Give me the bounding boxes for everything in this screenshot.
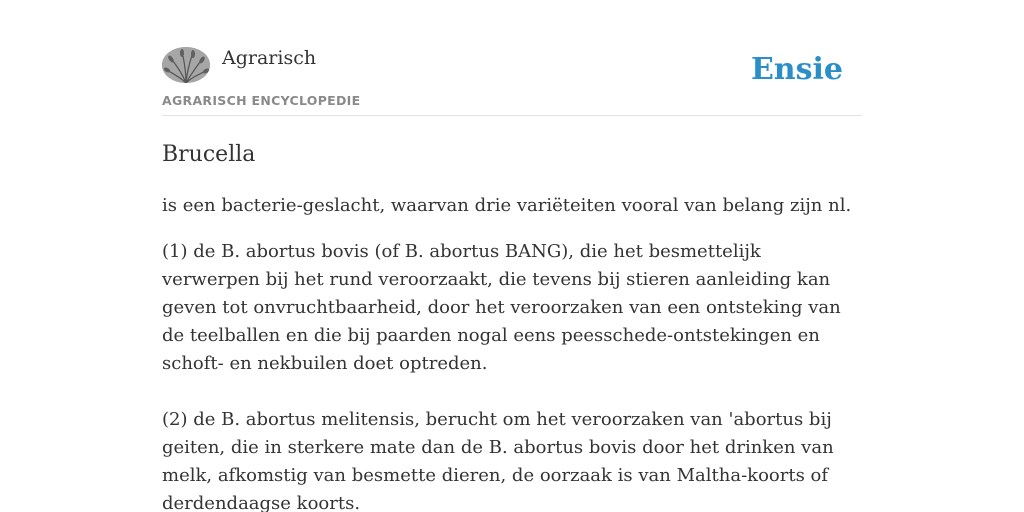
source-title[interactable]: Agrarisch <box>222 47 317 69</box>
entry-content <box>162 192 862 512</box>
wheat-ears-icon[interactable] <box>162 47 210 83</box>
entry-paragraph: is een bacterie-geslacht, waarvan drie variëteiten vooral van belang zijn nl. <box>162 195 852 216</box>
brand-logo-link[interactable]: Ensie <box>750 52 843 87</box>
entry-title: Brucella <box>162 142 256 167</box>
entry-container <box>162 46 862 512</box>
header <box>162 46 862 116</box>
entry-paragraph: (1) de B. abortus bovis (of B. abortus BANG), die het besmettelijk verwerpen bij het rund veroorzaakt, die tevens bij stieren aanleiding kan geven tot onvruchtbaarheid, door het veroorzaken van een ontsteking van de teelballen en die bij paarden nogal eens peesschede-ontstekingen en schoft- en nekbuilen doet optreden. (2) de B. abortus melitensis, berucht om het veroorzaken van 'abortus bij geiten, die in sterkere mate dan de B. abortus bovis door het drinken van melk, afkomstig van besmette dieren, de oorzaak is van Maltha-koorts of derdendaagse koorts. <box>162 241 841 512</box>
source-subtitle: AGRARISCH ENCYCLOPEDIE <box>162 93 361 108</box>
